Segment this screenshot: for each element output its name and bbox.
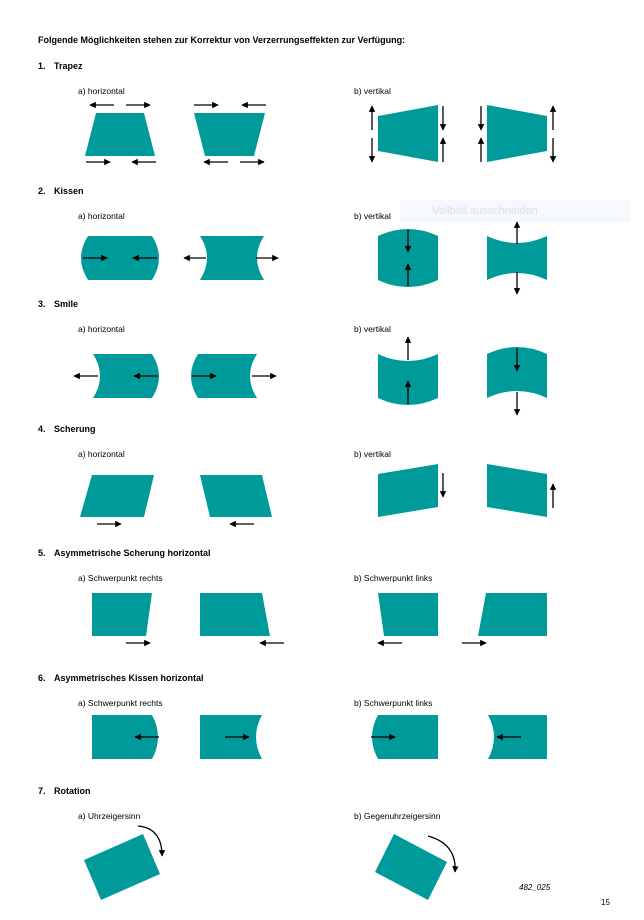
rotated-rectangle-clockwise xyxy=(84,834,160,900)
section-4-sub-b: b) vertikal xyxy=(354,449,391,459)
section-7-sub-b: b) Gegenuhrzeigersinn xyxy=(354,811,441,821)
watermark-overlay: Vollbild ausschneiden xyxy=(400,200,630,222)
trapezoid-narrow-bottom xyxy=(194,113,265,156)
intro-text: Folgende Möglichkeiten stehen zur Korrektur von Verzerrungseffekten zur Verfügung: xyxy=(38,35,406,45)
section-3-sub-b: b) vertikal xyxy=(354,324,391,334)
section-2-label: Kissen xyxy=(54,186,84,196)
section-1-sub-b: b) vertikal xyxy=(354,86,391,96)
section-2-number: 2. xyxy=(38,186,46,196)
section-3-number: 3. xyxy=(38,299,46,309)
section-1-number: 1. xyxy=(38,61,46,71)
shear-vertical-left xyxy=(378,464,438,517)
asym-shear-right-1 xyxy=(92,593,152,636)
section-4-sub-a: a) horizontal xyxy=(78,449,125,459)
section-2-sub-a: a) horizontal xyxy=(78,211,125,221)
section-5-label: Asymmetrische Scherung horizontal xyxy=(54,548,211,558)
section-5-number: 5. xyxy=(38,548,46,558)
rotated-rectangle-counterclockwise xyxy=(375,834,447,900)
section-4-number: 4. xyxy=(38,424,46,434)
section-5-sub-b: b) Schwerpunkt links xyxy=(354,573,433,583)
section-3-sub-a: a) horizontal xyxy=(78,324,125,334)
asym-shear-left-1 xyxy=(378,593,438,636)
section-6-sub-a: a) Schwerpunkt rechts xyxy=(78,698,163,708)
shear-horizontal-right xyxy=(200,475,272,517)
section-3-label: Smile xyxy=(54,299,79,309)
asym-shear-left-2 xyxy=(478,593,547,636)
section-2-sub-b: b) vertikal xyxy=(354,211,391,221)
trapezoid-narrow-right xyxy=(487,105,547,162)
section-7-sub-a: a) Uhrzeigersinn xyxy=(78,811,141,821)
shear-vertical-right xyxy=(487,464,547,517)
section-7-label: Rotation xyxy=(54,786,91,796)
section-1-label: Trapez xyxy=(54,61,83,71)
trapezoid-narrow-left xyxy=(378,105,438,162)
section-4-label: Scherung xyxy=(54,424,96,434)
section-6-number: 6. xyxy=(38,673,46,683)
section-7-number: 7. xyxy=(38,786,46,796)
asym-shear-right-2 xyxy=(200,593,270,636)
page-number: 15 xyxy=(601,898,610,907)
section-1-sub-a: a) horizontal xyxy=(78,86,125,96)
pincushion-concave-horizontal xyxy=(200,236,264,280)
figure-id: 482_025 xyxy=(519,883,551,892)
section-6-sub-b: b) Schwerpunkt links xyxy=(354,698,433,708)
shear-horizontal-left xyxy=(80,475,154,517)
trapezoid-narrow-top xyxy=(85,113,155,156)
section-5-sub-a: a) Schwerpunkt rechts xyxy=(78,573,163,583)
section-6-label: Asymmetrisches Kissen horizontal xyxy=(54,673,204,683)
